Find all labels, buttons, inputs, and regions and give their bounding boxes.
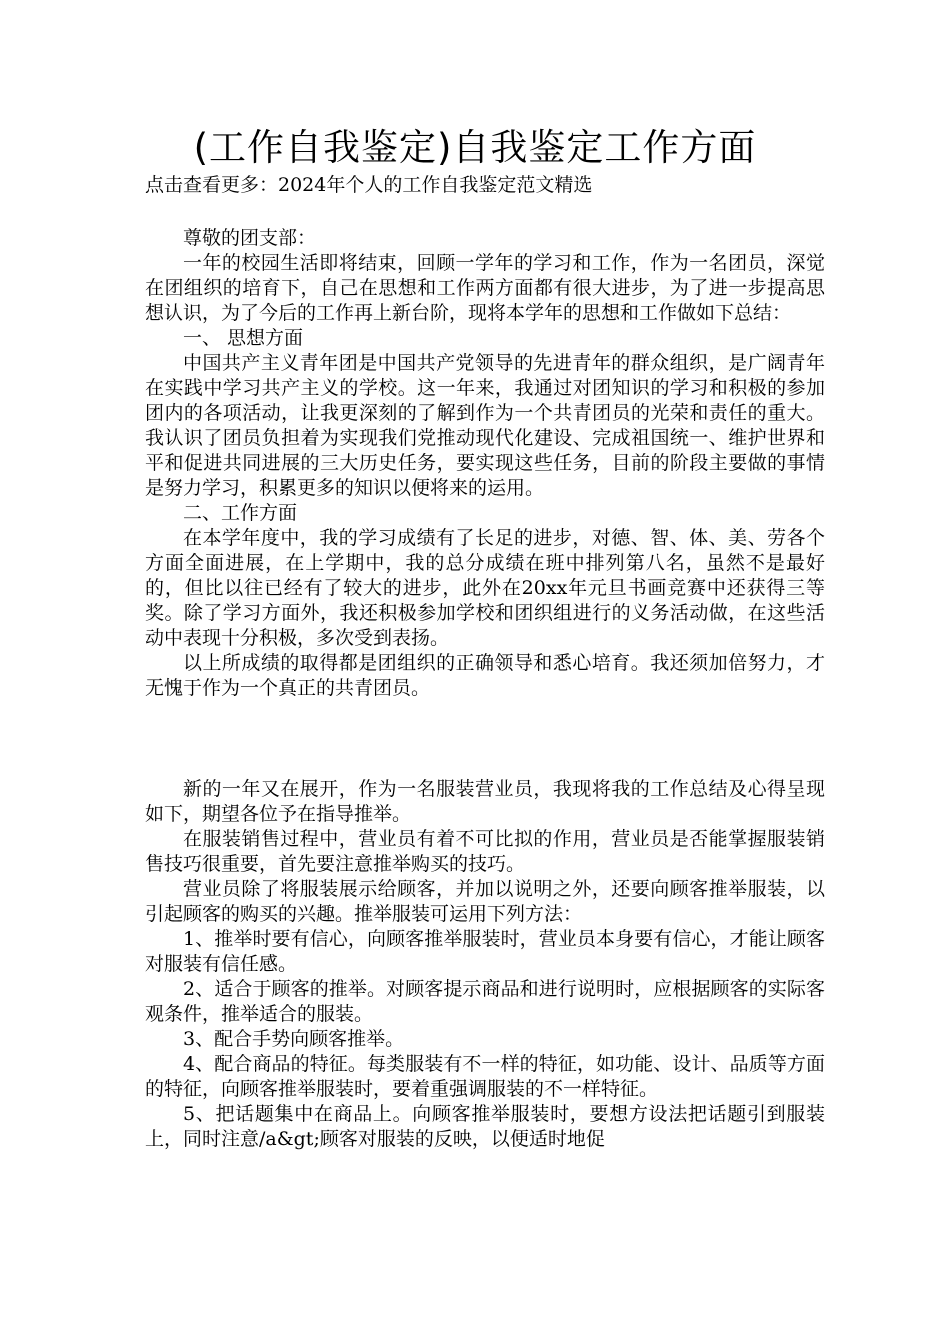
more-articles-link[interactable]: 点击查看更多：2024年个人的工作自我鉴定范文精选	[145, 174, 593, 196]
salutation: 尊敬的团支部：	[183, 227, 317, 249]
section-heading: 一、 思想方面	[183, 327, 304, 349]
paragraph: 一年的校园生活即将结束，回顾一学年的学习和工作，作为一名团员，深觉在团组织的培育下，自己在思想和工作两方面都有很大进步，为了进一步提高思想认识，为了今后的工作再上新台阶，现将本学年的思想和工作做如下总结：	[145, 252, 825, 324]
paragraph: 中国共产主义青年团是中国共产党领导的先进青年的群众组织，是广阔青年在实践中学习共产主义的学校。这一年来，我通过对团知识的学习和积极的参加团内的各项活动，让我更深刻的了解到作为一个共青团员的光荣和责任的重大。我认识了团员负担着为实现我们党推动现代化建设、完成祖国统一、维护世界和平和促进共同进展的三大历史任务，要实现这些任务，目前的阶段主要做的事情是努力学习，积累更多的知识以便将来的运用。	[145, 352, 825, 499]
list-item: 1、推举时要有信心，向顾客推举服装时，营业员本身要有信心，才能让顾客对服装有信任感。	[145, 928, 825, 975]
paragraph: 新的一年又在展开，作为一名服装营业员，我现将我的工作总结及心得呈现如下，期望各位予在指导推举。	[145, 778, 825, 825]
paragraph: 在服装销售过程中，营业员有着不可比拟的作用，营业员是否能掌握服装销售技巧很重要，首先要注意推举购买的技巧。	[145, 828, 825, 875]
paragraph: 在本学年度中，我的学习成绩有了长足的进步，对德、智、体、美、劳各个方面全面进展，在上学期中，我的总分成绩在班中排列第八名，虽然不是最好的，但比以往已经有了较大的进步，此外在20xx年元旦书画竞赛中还获得三等奖。除了学习方面外，我还积极参加学校和团织组进行的义务活动做，在这些活动中表现十分积极，多次受到表扬。	[145, 527, 825, 649]
document-body	[145, 226, 825, 1152]
list-item: 5、把话题集中在商品上。向顾客推举服装时，要想方设法把话题引到服装上，同时注意/a&gt;顾客对服装的反映，以便适时地促	[145, 1103, 825, 1150]
paragraph: 以上所成绩的取得都是团组织的正确领导和悉心培育。我还须加倍努力，才无愧于作为一个真正的共青团员。	[145, 652, 825, 699]
list-item: 3、配合手势向顾客推举。	[183, 1028, 405, 1050]
section-heading: 二、工作方面	[183, 502, 298, 524]
list-item: 2、适合于顾客的推举。对顾客提示商品和进行说明时，应根据顾客的实际客观条件，推举适合的服装。	[145, 978, 825, 1025]
document-title: (工作自我鉴定)自我鉴定工作方面	[193, 126, 757, 169]
paragraph: 营业员除了将服装展示给顾客，并加以说明之外，还要向顾客推举服装，以引起顾客的购买的兴趣。推举服装可运用下列方法：	[145, 878, 825, 925]
list-item: 4、配合商品的特征。每类服装有不一样的特征，如功能、设计、品质等方面的特征，向顾客推举服装时，要着重强调服装的不一样特征。	[145, 1053, 825, 1100]
section-gap	[145, 701, 825, 777]
